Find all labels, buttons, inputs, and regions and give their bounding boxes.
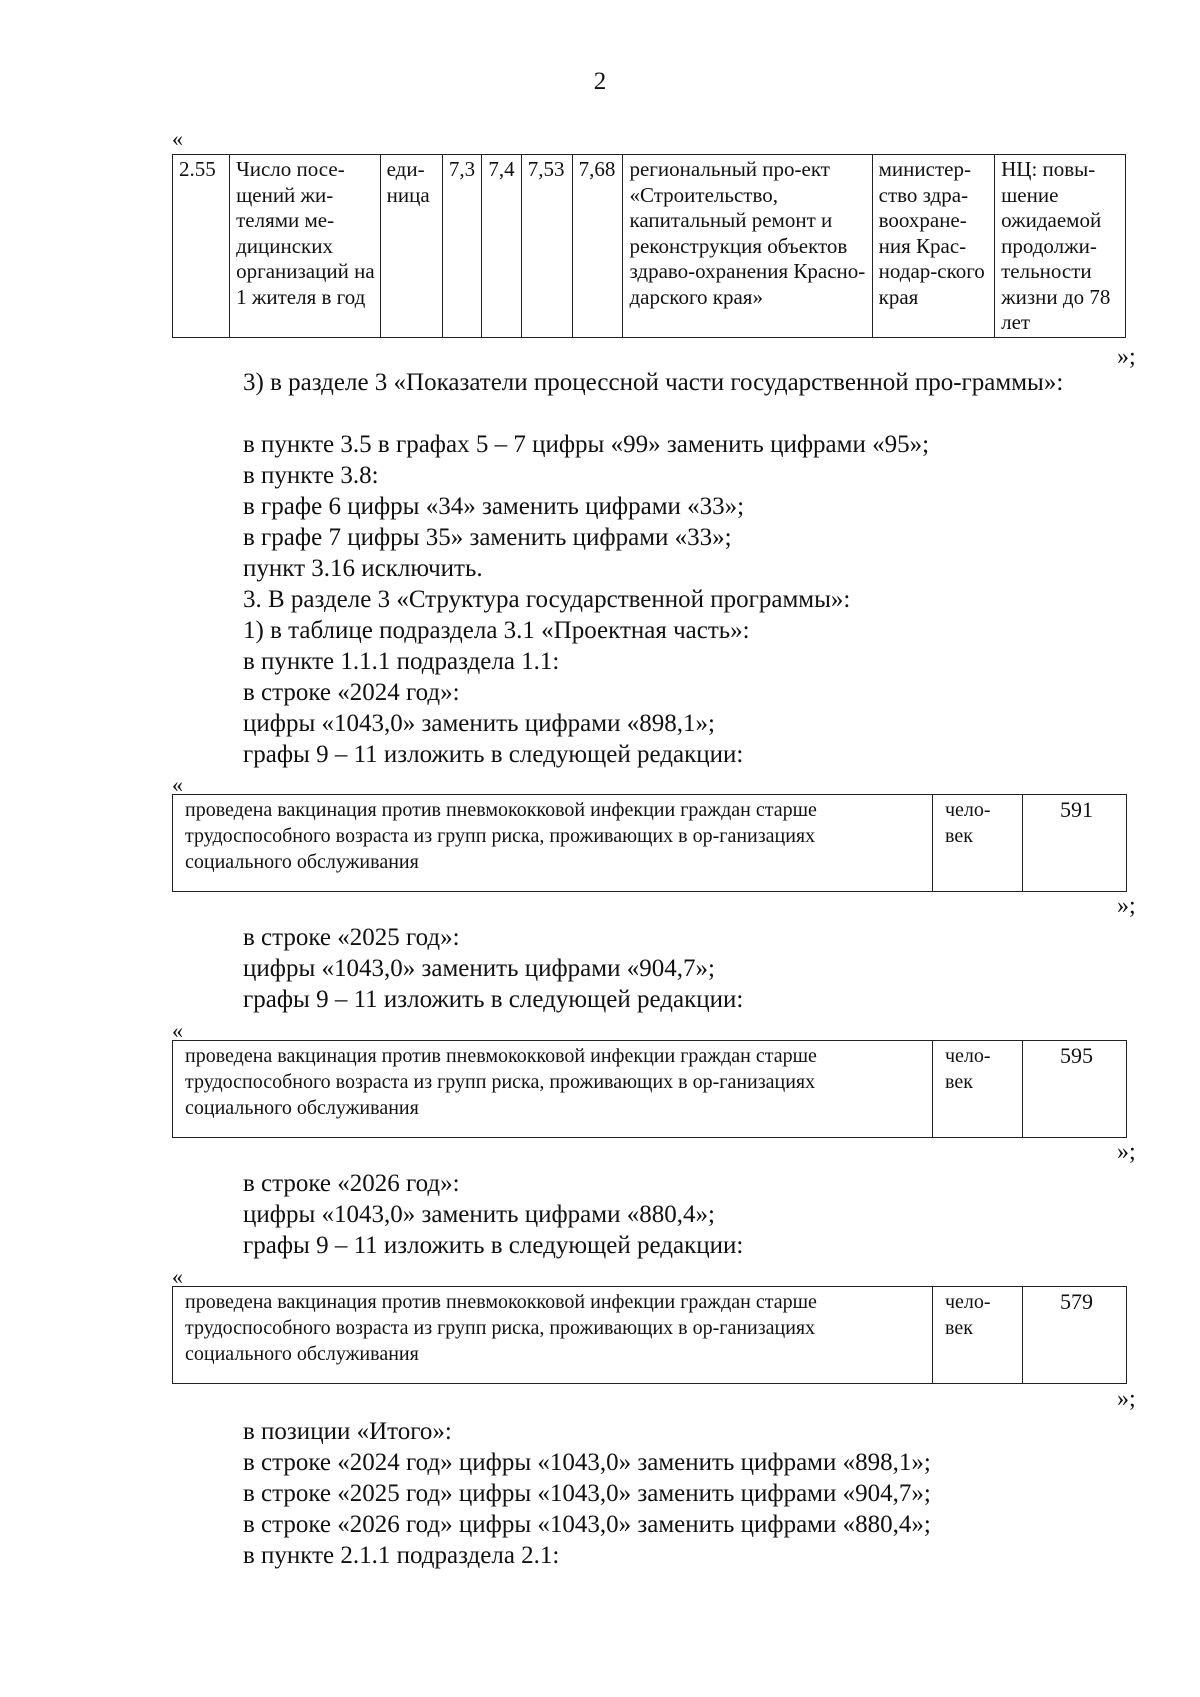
text-line: в строке «2025 год» цифры «1043,0» заменить цифрами «904,7»; [243, 1480, 931, 1507]
vaccination-count: 591 [1023, 795, 1127, 892]
ministry-name: министер-ство здра-воохране-ния Крас-нодар-ского края [872, 155, 994, 338]
text-line: графы 9 – 11 изложить в следующей редакции: [243, 1232, 744, 1259]
text-line: цифры «1043,0» заменить цифрами «898,1»; [243, 710, 715, 737]
indicator-name: Число посе-щений жи-телями ме-дицинских организаций на 1 жителя в год [230, 155, 381, 338]
text-line: в графе 6 цифры «34» заменить цифрами «33»; [243, 493, 745, 520]
vaccination-table-2024 [172, 794, 1127, 892]
unit: еди-ница [380, 155, 442, 338]
table-row [173, 1041, 1127, 1138]
vaccination-table-2025 [172, 1040, 1127, 1138]
value-cell: 7,53 [521, 155, 572, 338]
quote-open: « [172, 126, 183, 151]
text-line: графы 9 – 11 изложить в следующей редакции: [243, 986, 744, 1013]
table-row [173, 155, 1126, 338]
vaccination-table-2026 [172, 1286, 1127, 1384]
value-cell: 7,68 [572, 155, 623, 338]
quote-open: « [172, 1264, 183, 1289]
quote-close: »; [1117, 344, 1136, 370]
vaccination-count: 595 [1023, 1041, 1127, 1138]
indicator-table [172, 154, 1126, 338]
text-line: в строке «2024 год» цифры «1043,0» заменить цифрами «898,1»; [243, 1449, 931, 1476]
vaccination-text: проведена вакцинация против пневмококковой инфекции граждан старше трудоспособного возраста из групп риска, проживающих в ор-ганизациях социального обслуживания [173, 795, 933, 892]
table-row [173, 1287, 1127, 1384]
text-line: графы 9 – 11 изложить в следующей редакции: [243, 741, 744, 768]
quote-open: « [172, 772, 183, 797]
text-line: в пункте 3.8: [243, 462, 379, 489]
row-code: 2.55 [173, 155, 230, 338]
text-line: в строке «2026 год» цифры «1043,0» заменить цифрами «880,4»; [243, 1511, 931, 1538]
text-line: в пункте 1.1.1 подраздела 1.1: [243, 648, 560, 675]
unit: чело-век [933, 1287, 1023, 1384]
quote-open: « [172, 1018, 183, 1043]
text-line: цифры «1043,0» заменить цифрами «904,7»; [243, 955, 715, 982]
text-line: пункт 3.16 исключить. [243, 555, 483, 582]
unit: чело-век [933, 1041, 1023, 1138]
goal-text: НЦ: повы-шение ожидаемой продолжи-тельности жизни до 78 лет [995, 155, 1126, 338]
text-line: в пункте 3.5 в графах 5 – 7 цифры «99» заменить цифрами «95»; [243, 431, 930, 458]
page-number: 2 [593, 68, 607, 95]
value-cell: 7,3 [442, 155, 481, 338]
quote-close: »; [1117, 1139, 1136, 1165]
project-name: региональный про-ект «Строительство, капитальный ремонт и реконструкция объектов здраво-охранения Красно-дарского края» [623, 155, 872, 338]
quote-close: »; [1117, 1386, 1136, 1412]
vaccination-text: проведена вакцинация против пневмококковой инфекции граждан старше трудоспособного возраста из групп риска, проживающих в ор-ганизациях социального обслуживания [173, 1287, 933, 1384]
text-line: 1) в таблице подраздела 3.1 «Проектная часть»: [243, 617, 750, 644]
text-line: в позиции «Итого»: [243, 1418, 452, 1445]
text-line: в строке «2024 год»: [243, 679, 460, 706]
value-cell: 7,4 [482, 155, 521, 338]
vaccination-count: 579 [1023, 1287, 1127, 1384]
quote-close: »; [1117, 893, 1136, 919]
text-line: в строке «2026 год»: [243, 1170, 460, 1197]
unit: чело-век [933, 795, 1023, 892]
text-line: в строке «2025 год»: [243, 924, 460, 951]
text-line: 3. В разделе 3 «Структура государственной программы»: [243, 586, 851, 613]
table-row [173, 795, 1127, 892]
text-line: в графе 7 цифры 35» заменить цифрами «33»; [243, 524, 732, 551]
text-line: цифры «1043,0» заменить цифрами «880,4»; [243, 1201, 715, 1228]
text-line: в пункте 2.1.1 подраздела 2.1: [243, 1542, 560, 1569]
section3-intro: 3) в разделе 3 «Показатели процессной части государственной про-граммы»: [243, 369, 1064, 396]
vaccination-text: проведена вакцинация против пневмококковой инфекции граждан старше трудоспособного возраста из групп риска, проживающих в ор-ганизациях социального обслуживания [173, 1041, 933, 1138]
